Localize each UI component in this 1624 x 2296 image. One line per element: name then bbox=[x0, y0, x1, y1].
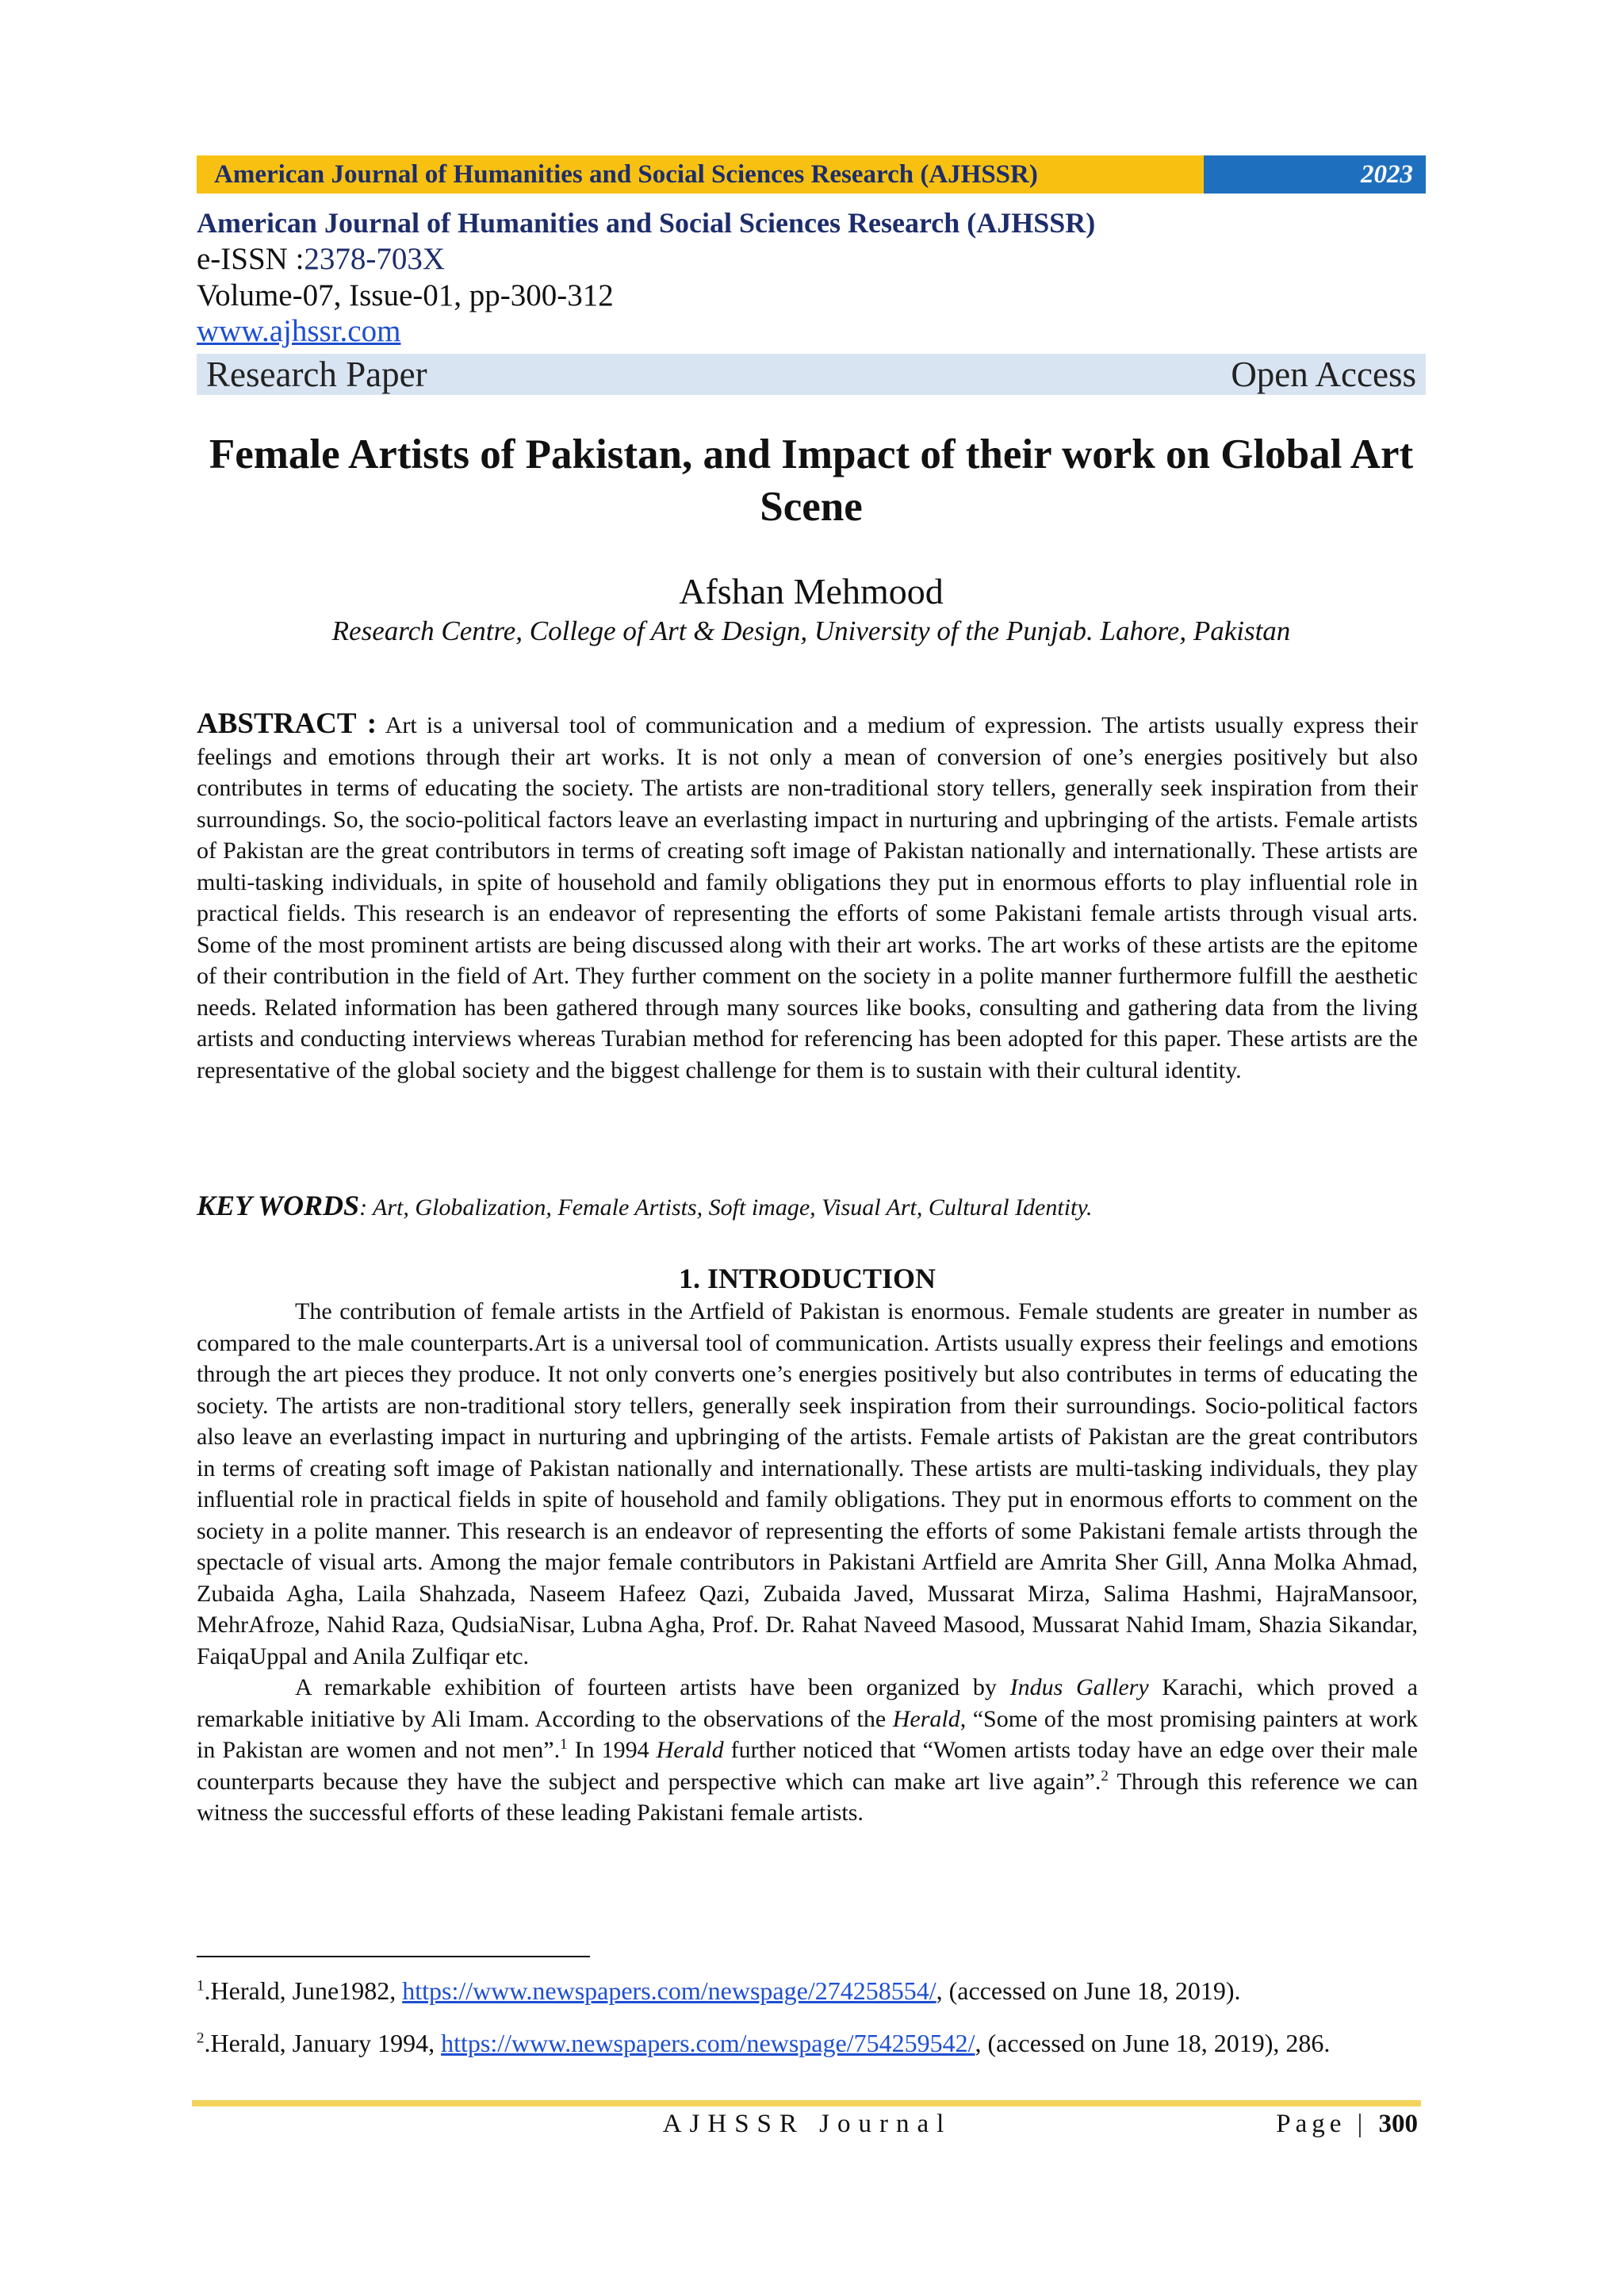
introduction-body bbox=[197, 1296, 1418, 1829]
paper-type-bar bbox=[197, 354, 1426, 395]
section-heading-introduction: 1. INTRODUCTION bbox=[678, 1263, 936, 1294]
footnote-link[interactable]: https://www.newspapers.com/newspage/754259542/ bbox=[441, 2029, 975, 2057]
footnote-text: , (accessed on June 18, 2019). bbox=[936, 1976, 1241, 2005]
author-affiliation: Research Centre, College of Art & Design, University of the Punjab. Lahore, Pakistan bbox=[331, 615, 1291, 646]
intro-paragraph: The contribution of female artists in the Artfield of Pakistan is enormous. Female students are greater in number as compared to the male counterparts.Art is a universal tool of communication. Artists usually express their feelings and emotions through the art pieces they produce. It not only converts one’s energies positively but also contributes in terms of educating the society. The artists are non-traditional story tellers, generally seek inspiration from their surroundings. Socio-political factors also leave an everlasting impact in nurturing and upbringing of the artists. Female artists of Pakistan are the great contributors in terms of creating soft image of Pakistan nationally and internationally. These artists are multi-tasking individuals, they play influential role in practical fields in spite of household and family obligations. They put in enormous efforts to comment on the society in a polite manner. This research is an endeavor of representing the efforts of some Pakistani female artists through the spectacle of visual arts. Among the major female contributors in Pakistani Artfield are Amrita Sher Gill, Anna Molka Ahmad, Zubaida Agha, Laila Shahzada, Naseem Hafeez Qazi, Zubaida Javed, Mussarat Mirza, Salima Hashmi, HajraMansoor, MehrAfroze, Nahid Raza, QudsiaNisar, Lubna Agha, Prof. Dr. Rahat Naveed Masood, Mussarat Nahid Imam, Shazia Sikandar, FaiqaUppal and Anila Zulfiqar etc. bbox=[197, 1298, 1418, 1669]
text-run: Karachi, which proved a remarkable initiative by Ali Imam. According to the observations of the bbox=[197, 1674, 1419, 1732]
abstract-label: ABSTRACT : bbox=[197, 707, 377, 740]
keywords bbox=[197, 1190, 1418, 1224]
issn-label: e-ISSN : bbox=[197, 242, 304, 276]
abstract-text: Art is a universal tool of communication and a medium of expression. The artists usually express their feelings and emotions through their art works. It is not only a mean of conversion of one’s energies positively but also contributes in terms of educating the society. The artists are non-traditional story tellers, generally seek inspiration from their surroundings. So, the socio-political factors leave an everlasting impact in nurturing and upbringing of the artists. Female artists of Pakistan are the great contributors in terms of creating soft image of Pakistan nationally and internationally. These artists are multi-tasking individuals, in spite of household and family obligations they put in enormous efforts to play influential role in practical fields. This research is an endeavor of representing the efforts of some Pakistani female artists through visual arts. Some of the most prominent artists are being discussed along with their art works. The art works of these artists are the epitome of their contribution in the field of Art. They further comment on the society in a polite manner furthermore fulfill the aesthetic needs. Related information has been gathered through many sources like books, consulting and gathering data from the living artists and conducting interviews whereas Turabian method for referencing has been adopted for this paper. These artists are the representative of the global society and the biggest challenge for them is to sustain with their cultural identity. bbox=[197, 712, 1418, 1083]
footnote-2 bbox=[197, 2027, 1426, 2059]
text-run: Through this reference we can witness the successful efforts of these leading Pakistani female artists. bbox=[197, 1768, 1418, 1826]
journal-meta bbox=[197, 205, 1426, 349]
text-run: In 1994 bbox=[567, 1737, 657, 1763]
footnote-text: .Herald, June1982, bbox=[204, 1976, 403, 2005]
journal-name: American Journal of Humanities and Social Sciences Research (AJHSSR) bbox=[197, 207, 1096, 239]
keywords-label: KEY WORDS bbox=[197, 1190, 360, 1221]
paper-type: Research Paper bbox=[206, 355, 427, 394]
abstract bbox=[197, 708, 1418, 1086]
page-label: Page | bbox=[1276, 2110, 1379, 2138]
footer-divider bbox=[192, 2100, 1421, 2106]
footnotes bbox=[197, 1975, 1426, 2079]
volume-line: Volume-07, Issue-01, pp-300-312 bbox=[197, 278, 614, 312]
journal-header-band bbox=[197, 155, 1426, 194]
footnote-text: , (accessed on June 18, 2019), 286. bbox=[975, 2029, 1331, 2057]
text-run: A remarkable exhibition of fourteen artists have been organized by bbox=[295, 1674, 1010, 1700]
band-year: 2023 bbox=[1204, 155, 1426, 194]
footnote-link[interactable]: https://www.newspapers.com/newspage/274258554/ bbox=[402, 1976, 936, 2005]
page-footer bbox=[197, 2110, 1418, 2145]
footnote-text: .Herald, January 1994, bbox=[204, 2029, 442, 2057]
footer-page-number bbox=[1276, 2110, 1418, 2139]
band-journal-title: American Journal of Humanities and Social Sciences Research (AJHSSR) bbox=[197, 155, 1204, 194]
text-run: further noticed that “Women artists today have an edge over their male counterparts because they have the subject and perspective which can make art live again”. bbox=[197, 1737, 1418, 1795]
page-number: 300 bbox=[1378, 2110, 1418, 2138]
intro-paragraph bbox=[197, 1672, 1418, 1829]
issn-line bbox=[197, 241, 1426, 278]
footnote-ref-2[interactable]: 2 bbox=[1101, 1767, 1109, 1784]
text-run-italic: Indus Gallery bbox=[1009, 1674, 1149, 1700]
journal-website-link[interactable]: www.ajhssr.com bbox=[197, 314, 401, 348]
footnote-1 bbox=[197, 1975, 1426, 2007]
footnote-divider bbox=[197, 1956, 590, 1957]
author-name: Afshan Mehmood bbox=[679, 571, 944, 611]
issn-number: 2378-703X bbox=[304, 242, 446, 276]
text-run: , “Some of the most promising painters at work in Pakistan are women and not men”. bbox=[197, 1705, 1418, 1763]
text-run-italic: Herald bbox=[656, 1737, 724, 1763]
footer-journal-name: AJHSSR Journal bbox=[662, 2110, 952, 2138]
footnote-number: 2 bbox=[197, 2030, 205, 2047]
footnote-number: 1 bbox=[197, 1977, 205, 1995]
article-title: Female Artists of Pakistan, and Impact of their work on Global Art Scene bbox=[209, 431, 1414, 530]
keywords-text: : Art, Globalization, Female Artists, Soft image, Visual Art, Cultural Identity. bbox=[359, 1194, 1093, 1221]
footnote-ref-1[interactable]: 1 bbox=[560, 1736, 568, 1753]
text-run-italic: Herald bbox=[892, 1705, 960, 1732]
open-access-label: Open Access bbox=[1231, 355, 1416, 394]
